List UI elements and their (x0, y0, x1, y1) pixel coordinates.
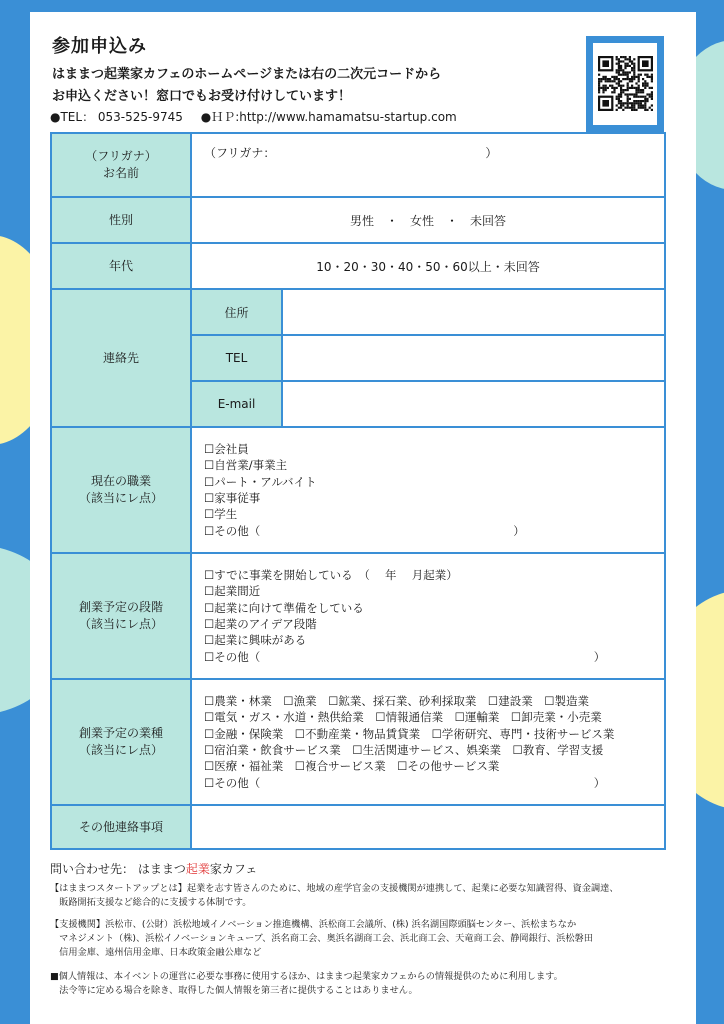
note-line: ■個人情報は、本イベントの運営に必要な事務に使用するほか、はままつ起業家カフェからの情報提供のために利用します。 (50, 971, 563, 982)
other-field[interactable] (191, 805, 665, 849)
note-line: 法令等に定める場合を除き、取得した個人情報を第三者に提供することはありません。 (50, 985, 418, 996)
label-industry-hint: （該当にレ点） (78, 743, 163, 757)
label-stage-hint: （該当にレ点） (78, 617, 163, 631)
row-occupation (51, 427, 665, 553)
label-email: E-mail (191, 381, 282, 427)
stage-option[interactable]: ☐起業のアイデア段階 (204, 617, 317, 631)
row-stage (51, 553, 665, 679)
stage-option[interactable]: ☐すでに事業を開始している （ 年 月起業） (204, 568, 458, 583)
industry-option-row[interactable]: ☐金融・保険業 ☐不動産業・物品賃貸業 ☐学術研究、専門・技術サービス業 (204, 726, 615, 741)
industry-checklist (191, 679, 665, 805)
occupation-option[interactable]: ☐学生 (204, 507, 238, 522)
gender-options[interactable]: 男性 ・ 女性 ・ 未回答 (191, 197, 665, 243)
label-stage (51, 553, 191, 679)
industry-option-row[interactable]: ☐宿泊業・飲食サービス業 ☐生活関連サービス、娯楽業 ☐教育、学習支援 (204, 743, 604, 757)
stage-option[interactable]: ☐起業間近 (204, 584, 261, 599)
occupation-option[interactable]: ☐自営業/事業主 (204, 458, 288, 473)
stage-option[interactable]: ☐起業に向けて準備をしている (204, 600, 364, 615)
email-field[interactable] (282, 381, 665, 427)
lead-line-1: はままつ起業家カフェのホームページまたは右の二次元コードから (52, 67, 442, 82)
note-support-orgs (50, 918, 680, 960)
page-title: 参加申込み (52, 36, 147, 57)
row-industry (51, 679, 665, 805)
row-address (51, 289, 665, 335)
industry-option-row[interactable]: ☐医療・福祉業 ☐複合サービス業 ☐その他サービス業 (204, 759, 500, 774)
note-about-startup (50, 882, 680, 910)
address-field[interactable] (282, 289, 665, 335)
industry-option-row[interactable]: ☐その他（ ） (204, 775, 606, 790)
note-line: マネジメント（株)、浜松イノベーションキューブ、浜名商工会、奥浜名湖商工会、浜北商工会、天竜商工会、静岡銀行、浜松磐田 (50, 933, 593, 944)
tel-text: ●TEL： 053-525-9745 (50, 110, 183, 124)
stage-checklist (191, 553, 665, 679)
industry-option-row[interactable]: ☐農業・林業 ☐漁業 ☐鉱業、採石業、砂利採取業 ☐建設業 ☐製造業 (204, 694, 590, 709)
note-line: 【はままつスタートアップとは】起業を志す皆さんのために、地域の産学官金の支援機関が連携して、起業に必要な知識習得、資金調達、 (50, 883, 619, 894)
label-name-main: お名前 (102, 166, 139, 180)
tel-field[interactable] (282, 335, 665, 381)
label-other: その他連絡事項 (51, 805, 191, 849)
lead-text (52, 64, 441, 108)
inquiry-highlight: 起業 (185, 862, 210, 876)
inquiry-suffix: 家カフェ (209, 862, 258, 876)
stage-option[interactable]: ☐その他（ ） (204, 649, 606, 664)
occupation-option[interactable]: ☐その他（ ） (204, 523, 525, 538)
row-gender (51, 197, 665, 243)
application-sheet (30, 12, 696, 1024)
inquiry-line (50, 860, 257, 877)
note-line: 【支援機関】浜松市、(公財）浜松地域イノベーション推進機構、浜松商工会議所、(株) 浜名湖国際頭脳センター、浜松まちなか (50, 919, 577, 930)
note-line: 信用金庫、遠州信用金庫、日本政策金融公庫など (50, 947, 262, 958)
stage-option[interactable]: ☐起業に興味がある (204, 633, 307, 648)
qr-code[interactable] (586, 36, 664, 132)
age-options[interactable]: 10・20・30・40・50・60以上・未回答 (191, 243, 665, 289)
note-privacy (50, 970, 680, 998)
label-industry (51, 679, 191, 805)
row-name (51, 133, 665, 197)
occupation-option[interactable]: ☐パート・アルバイト (204, 474, 317, 489)
label-name (51, 133, 191, 197)
homepage-link[interactable]: ●ＨＰ:http://www.hamamatsu-startup.com (200, 110, 457, 124)
contact-line (50, 108, 471, 125)
label-age: 年代 (51, 243, 191, 289)
label-name-furigana: （フリガナ） (85, 149, 157, 163)
row-other (51, 805, 665, 849)
row-age (51, 243, 665, 289)
lead-line-2: お申込ください！窓口でもお受け付けしています！ (52, 89, 352, 104)
name-field[interactable] (191, 133, 665, 197)
application-form (50, 132, 666, 850)
name-furigana-hint: （フリガナ： ） (204, 146, 498, 160)
label-gender: 性別 (51, 197, 191, 243)
inquiry-prefix: 問い合わせ先： はままつ (50, 862, 186, 876)
label-occupation (51, 427, 191, 553)
label-industry-main: 創業予定の業種 (78, 726, 163, 740)
occupation-option[interactable]: ☐会社員 (204, 442, 249, 457)
note-line: 販路開拓支援など総合的に支援する体制です。 (50, 897, 252, 908)
label-stage-main: 創業予定の段階 (78, 600, 163, 614)
label-occupation-hint: （該当にレ点） (78, 491, 163, 505)
label-occupation-main: 現在の職業 (90, 474, 151, 488)
label-tel: TEL (191, 335, 282, 381)
label-address: 住所 (191, 289, 282, 335)
industry-option-row[interactable]: ☐電気・ガス・水道・熱供給業 ☐情報通信業 ☐運輸業 ☐卸売業・小売業 (204, 710, 602, 725)
occupation-checklist (191, 427, 665, 553)
qr-code-icon (597, 53, 653, 115)
occupation-option[interactable]: ☐家事従事 (204, 491, 261, 505)
label-contact: 連絡先 (51, 289, 191, 427)
